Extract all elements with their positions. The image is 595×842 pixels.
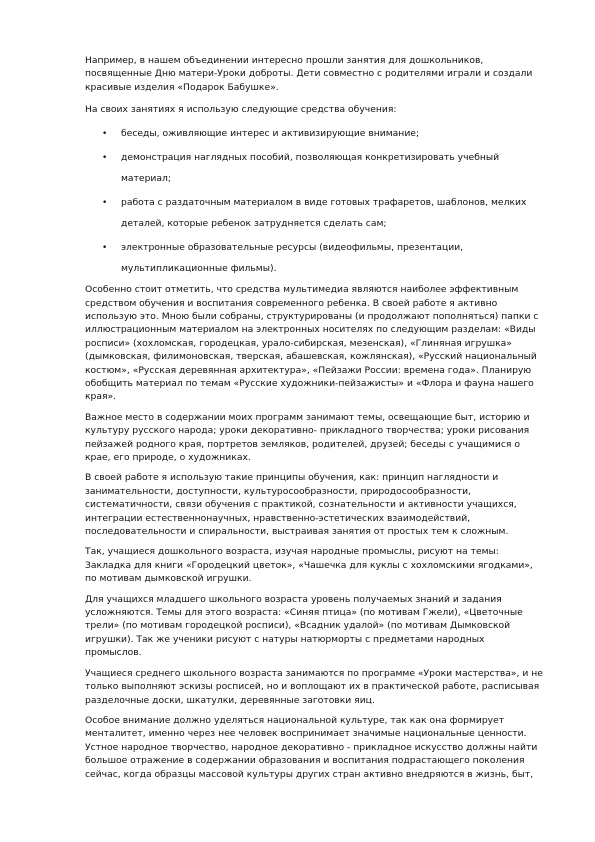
paragraph-junior-school: Для учащихся младшего школьного возраста уровень получаемых знаний и задания усложняются. Темы для этого возраста: «Синяя птица» (по мотивам Гжели), «Цветочные трели» (по мотивам городецкой росписи), «Всадник удалой» (по мотивам Дымковской игрушки). Так же ученики рисуют с натуры натюрморты с предметами народных промыслов. [85, 593, 523, 659]
list-item [102, 148, 543, 189]
paragraph-program-themes: Важное место в содержании моих программ занимают темы, освещающие быт, историю и культуру русского народа; уроки декоративно- прикладного творчества; уроки рисования пейзажей родного края, портретов земляков, родителей, друзей; беседы с учащимися о крае, его природе, о художниках. [85, 411, 530, 463]
list-item-text: электронные образовательные ресурсы (видеофильмы, презентации, мультипликационные фильмы). [121, 242, 464, 274]
bullet-icon: • [102, 243, 108, 254]
list-item-text: работа с раздаточным материалом в виде готовых трафаретов, шаблонов, мелких деталей, которые ребенок затрудняется сделать сам; [121, 197, 527, 229]
list-item [102, 193, 543, 234]
paragraph-intro-example: Например, в нашем объединении интересно прошли занятия для дошкольников, посвященные Дню матери-Уроки доброты. Дети совместно с родителями играли и создали красивые изделия «Подарок Бабушке». [85, 55, 533, 93]
paragraph-principles: В своей работе я использую такие принципы обучения, как: принцип наглядности и занимательности, доступности, культуросообразности, природосообразности, систематичности, связи обучения с практикой, сознательности и активности учащихся, интеграции естественнонаучных, нравственно-эстетических взаимодействий, последовательности и спиральности, выстраивая занятия от простых тем к сложным. [85, 472, 517, 538]
bullet-icon: • [102, 198, 108, 209]
paragraph-national-culture: Особое внимание должно уделяться национальной культуре, так как она формирует менталитет, именно через нее человек воспринимает значимые национальные ценности. Устное народное творчество, народное декоративно - прикладное искусство должны найти большое отражение в содержании образования и воспитания подрастающего поколения сейчас, когда образцы массовой культуры других стран активно внедряются в жизнь, быт, [85, 714, 538, 780]
paragraph-means-lead: На своих занятиях я использую следующие средства обучения: [85, 104, 397, 116]
teaching-means-list [85, 124, 543, 280]
bullet-icon: • [102, 128, 108, 139]
list-item-text: демонстрация наглядных пособий, позволяющая конкретизировать учебный материал; [121, 152, 500, 184]
paragraph-middle-school: Учащиеся среднего школьного возраста занимаются по программе «Уроки мастерства», и не только выполняют эскизы росписей, но и воплощают их в практической работе, расписывая разделочные доски, шкатулки, деревянные заготовки яиц. [85, 667, 543, 706]
paragraph-preschool: Так, учащиеся дошкольного возраста, изучая народные промыслы, рисуют на темы: Закладка для книги «Городецкий цветок», «Чашечка для куклы с хохломскими ягодками», по мотивам дымковской игрушки. [85, 546, 533, 585]
bullet-icon: • [102, 153, 108, 164]
list-item [102, 238, 543, 279]
paragraph-multimedia: Особенно стоит отметить, что средства мультимедиа являются наиболее эффективным средством обучения и воспитания современного ребенка. В своей работе я активно использую это. Мною были собраны, структурированы (и продолжают пополняться) папки с иллюстрационным материалом на электронных носителях по следующим разделам: «Виды росписи» (хохломская, городецкая, урало-сибирская, мезенская), «Глиняная игрушка» (дымковская, филимоновская, тверская, абашевская, кожлянская), «Русский национальный костюм», «Русская деревянная архитектура», «Пейзажи России: времена года». Планирую обобщить материал по темам «Русские художники-пейзажисты» и «Флора и фауна нашего края». [85, 284, 539, 403]
list-item [102, 124, 543, 145]
list-item-text: беседы, оживляющие интерес и активизирующие внимание; [121, 127, 420, 139]
